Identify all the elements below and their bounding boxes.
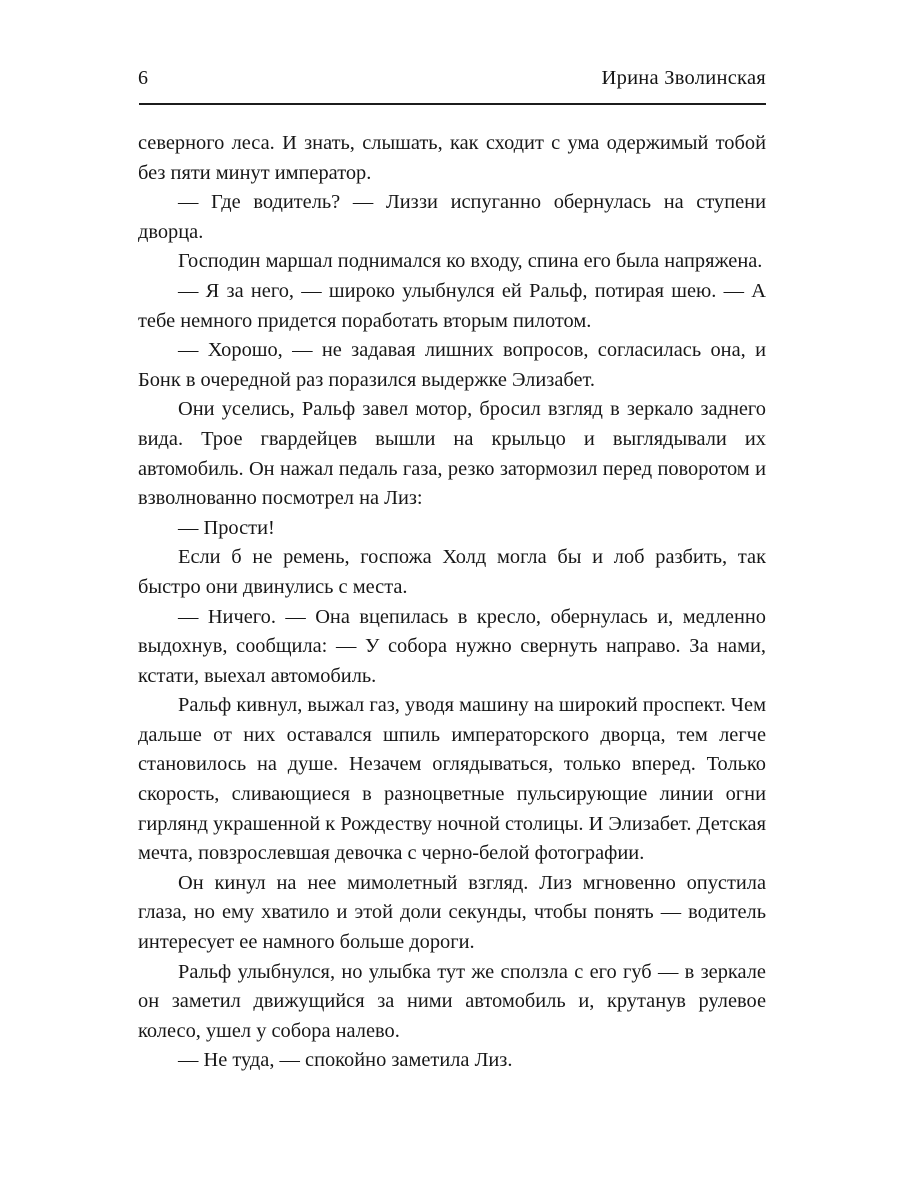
paragraph: Если б не ремень, госпожа Холд могла бы и лоб разбить, так быстро они двинулись с места. <box>138 546 766 598</box>
running-head-rule <box>139 103 766 105</box>
body-text-block <box>138 129 766 1076</box>
paragraph: — Ничего. — Она вцепилась в кресло, обернулась и, медленно выдохнув, сообщила: — У собора нужно свернуть направо. За нами, кстати, выехал автомобиль. <box>138 605 766 687</box>
paragraph: Ральф улыбнулся, но улыбка тут же сползла с его губ — в зеркале он заметил движущийся за ними автомобиль и, крутанув рулевое колесо, ушел у собора налево. <box>138 960 766 1042</box>
paragraph: — Где водитель? — Лиззи испуганно обернулась на ступени дворца. <box>138 191 766 243</box>
paragraph: северного леса. И знать, слышать, как сходит с ума одержимый тобой без пяти минут император. <box>138 132 766 184</box>
paragraph: — Прости! <box>178 516 275 539</box>
paragraph: — Я за него, — широко улыбнулся ей Ральф, потирая шею. — А тебе немного придется поработать вторым пилотом. <box>138 279 766 332</box>
paragraph: — Не туда, — спокойно заметила Лиз. <box>178 1049 513 1072</box>
paragraph: Они уселись, Ральф завел мотор, бросил взгляд в зеркало заднего вида. Трое гвардейцев вышли на крыльцо и выглядывали их автомобиль. Он нажал педаль газа, резко затормозил перед поворотом и взволнованно посмотрел на Лиз: <box>138 398 766 510</box>
page-number: 6 <box>138 67 149 89</box>
running-head-author: Ирина Зволинская <box>601 67 766 89</box>
running-head <box>138 68 766 89</box>
paragraph: Он кинул на нее мимолетный взгляд. Лиз мгновенно опустила глаза, но ему хватило и этой доли секунды, чтобы понять — водитель интересует ее намного больше дороги. <box>138 871 766 954</box>
paragraph: — Хорошо, — не задавая лишних вопросов, согласилась она, и Бонк в очередной раз поразился выдержке Элизабет. <box>138 339 766 391</box>
paragraph: Господин маршал поднимался ко входу, спина его была напряжена. <box>178 250 763 273</box>
paragraph: Ральф кивнул, выжал газ, уводя машину на широкий проспект. Чем дальше от них оставался шпиль императорского дворца, тем легче становилось на душе. Незачем оглядываться, только вперед. Только скорость, сливающиеся в разноцветные пульсирующие линии огни гирлянд украшенной к Рождеству ночной столицы. И Элизабет. Детская мечта, повзрослевшая девочка с черно-белой фотографии. <box>138 694 766 865</box>
